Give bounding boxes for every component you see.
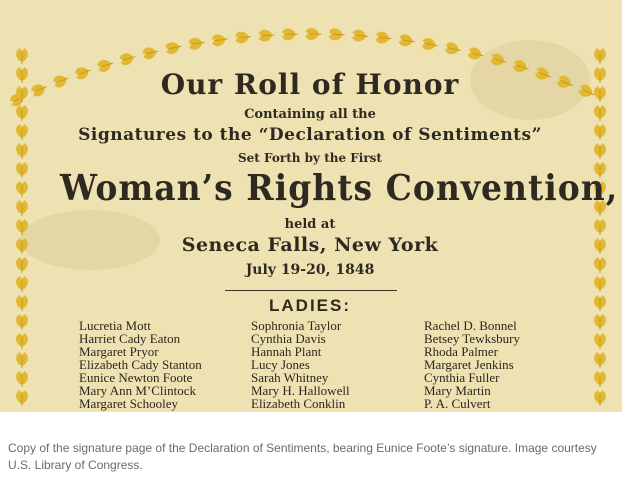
signer-name: Rachel D. Bonnel [424, 318, 517, 333]
signer-name: Margaret Schooley [79, 396, 179, 411]
signer-name: Sarah Whitney [251, 370, 329, 385]
signer-name: Mary H. Hallowell [251, 383, 350, 398]
signer-name: Margaret Jenkins [424, 357, 514, 372]
signer-name: Rhoda Palmer [424, 344, 499, 359]
signer-name: Cynthia Davis [251, 331, 326, 346]
image-caption: Copy of the signature page of the Declaration of Sentiments, bearing Eunice Foote’s signature. Image courtesy U.S. Library of Congress. [8, 441, 597, 472]
divider-rule [225, 290, 397, 291]
signature-column-1 [79, 319, 202, 410]
signer-name: Eunice Newton Foote [79, 370, 193, 385]
signer-name: Sophronia Taylor [251, 318, 342, 333]
signature-column-3 [424, 319, 520, 410]
signer-name: Hannah Plant [251, 344, 322, 359]
signature-column-2 [251, 319, 350, 410]
signer-name: P. A. Culvert [424, 396, 491, 411]
signer-name: Elizabeth Cady Stanton [79, 357, 202, 372]
signer-name: Lucy Jones [251, 357, 310, 372]
signer-name: Harriet Cady Eaton [79, 331, 181, 346]
signer-name: Mary Martin [424, 383, 491, 398]
held-at-line: held at [284, 217, 336, 232]
signer-name: Betsey Tewksbury [424, 331, 520, 346]
convention-date: July 19-20, 1848 [245, 262, 375, 278]
document-subline-set-forth: Set Forth by the First [238, 151, 382, 165]
convention-place: Seneca Falls, New York [181, 234, 439, 256]
signer-name: Cynthia Fuller [424, 370, 500, 385]
document-subline-containing: Containing all the [244, 107, 376, 122]
section-heading-ladies: LADIES: [269, 296, 351, 315]
convention-title: Woman’s Rights Convention, [60, 166, 619, 209]
signer-name: Mary Ann M’Clintock [79, 383, 196, 398]
document-heading: Our Roll of Honor [160, 68, 460, 101]
signer-name: Lucretia Mott [79, 318, 151, 333]
signer-name: Elizabeth Conklin [251, 396, 346, 411]
document-subline-signatures: Signatures to the “Declaration of Sentiments” [78, 125, 542, 145]
signer-name: Margaret Pryor [79, 344, 159, 359]
